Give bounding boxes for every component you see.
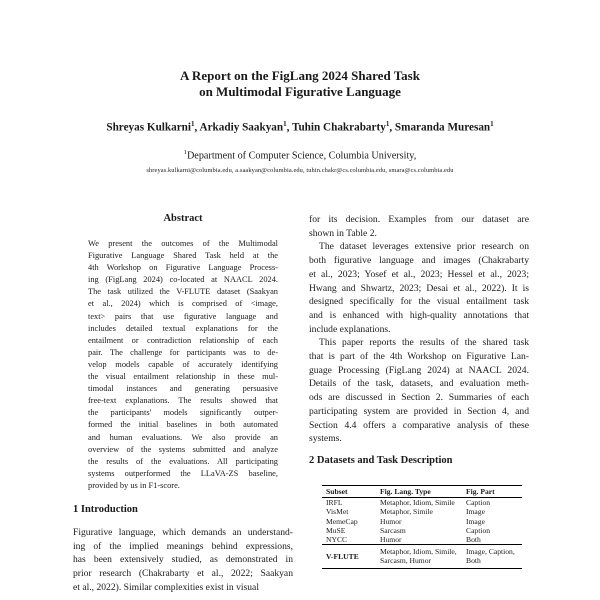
table-cell-part: Both <box>466 535 481 545</box>
intro-line: prior research (Chakrabarty et al., 2022; Saakyan <box>73 568 293 580</box>
section-heading-introduction: 1 Introduction <box>73 504 138 515</box>
body-line: shown in Table 2. <box>309 227 377 239</box>
abstract-line: entailment or contradiction relationship of each <box>88 335 278 345</box>
abstract-line: text> pairs that use figurative language and <box>88 311 278 321</box>
affiliation <box>0 149 600 161</box>
author-list: Shreyas Kulkarni$^1$, Arkadiy Saakyan$^1$, Tuhin Chakrabarty$^1$, Smaranda Muresan$^1$ <box>106 120 494 134</box>
table-cell-part: Image <box>466 516 485 526</box>
table-header-cell: Subset <box>322 486 376 498</box>
table-cell-type: Metaphor, Simile <box>380 507 433 517</box>
table-cell-subset: V-FLUTE <box>322 545 376 568</box>
abstract-line: formed the initial baselines in both automated <box>88 420 278 430</box>
abstract-line: pair. The challenge for participants was to de- <box>88 347 278 357</box>
author-affil-mark: 1 <box>191 120 195 128</box>
body-line: for its decision. Examples from our dataset are <box>309 214 529 225</box>
abstract-line: 4th Workshop on Figurative Language Process- <box>88 263 278 273</box>
section-heading-datasets: 2 Datasets and Task Description <box>309 455 453 466</box>
title-line-1: A Report on the FigLang 2024 Shared Task <box>180 68 420 83</box>
author-affil-mark: 1 <box>385 120 390 128</box>
table-cell-part: Image <box>466 507 485 517</box>
body-line: Hwang and Shwartz, 2023; Desai et al., 2022). It is <box>309 282 529 294</box>
table-row <box>322 507 522 516</box>
table-cell-type: Metaphor, Idiom, Simile, Sarcasm, Humor <box>376 545 462 568</box>
body-line: ods are discussed in Section 2. Summaries of each <box>309 392 529 404</box>
abstract-line: and human evaluations. We also provide an <box>88 432 278 442</box>
abstract-line: ing (FigLang 2024) co-located at NAACL 2024. <box>88 275 278 285</box>
table-header-cell: Fig. Lang. Type <box>376 486 462 498</box>
intro-line: has been extensively studied, as demonstrated in <box>73 554 293 566</box>
table-cell-subset: MuSE <box>326 525 346 535</box>
table-body <box>322 498 522 568</box>
author-affil-mark: 1 <box>490 120 494 128</box>
body-line: and is enhanced with high-quality annotations that <box>309 309 529 321</box>
abstract-line: velop models capable of accurately identifying <box>88 359 278 369</box>
author-affil-mark: 1 <box>283 120 287 128</box>
body-line: guage Processing (FigLang 2024) at NAACL 2024. <box>309 364 529 376</box>
table-row <box>322 526 522 535</box>
abstract-line: includes detailed textual explanations for the <box>88 323 278 333</box>
table-cell-type: Sarcasm <box>380 525 406 535</box>
body-line: participating system are provided in Section 4, and <box>309 405 529 417</box>
abstract-line: The task utilized the V-FLUTE dataset (Saakyan <box>88 287 278 297</box>
body-line: both figurative language and images (Chakrabarty <box>309 255 529 267</box>
author-name: Smaranda Muresan <box>394 121 491 134</box>
dataset-table <box>322 485 522 569</box>
table-cell-subset: NYCC <box>326 535 348 545</box>
intro-line: et al., 2022). Similar complexities exist in visual <box>73 581 259 593</box>
abstract-line: Figurative Language Shared Task held at the <box>88 251 278 261</box>
author-name: Arkadiy Saakyan <box>199 121 284 134</box>
table-cell-subset: IRFL <box>326 498 343 508</box>
author-name: Shreyas Kulkarni <box>106 121 192 134</box>
body-line: include explanations. <box>309 323 391 335</box>
table-cell-type: Metaphor, Idiom, Simile <box>380 498 455 508</box>
author-name: Tuhin Chakrabarty <box>292 121 386 134</box>
table-cell-part: Caption <box>466 498 491 508</box>
body-line: designed specifically for the visual entailment task <box>309 296 529 308</box>
table-row <box>322 545 522 568</box>
abstract-line: free-text explanations. The results showed that <box>88 396 278 406</box>
body-line: systems. <box>309 433 342 445</box>
table-cell-type: Humor <box>380 535 402 545</box>
abstract-line: the participants' models significantly outper- <box>88 408 278 418</box>
body-line: Details of the task, datasets, and evaluation meth- <box>309 378 529 390</box>
table-header-cell: Fig. Part <box>462 486 522 498</box>
affiliation-mark: 1 <box>183 149 187 156</box>
body-line: This paper reports the results of the shared task <box>319 337 529 349</box>
table-cell-type: Humor <box>380 516 402 526</box>
abstract-heading: Abstract <box>163 213 203 224</box>
abstract-line: timodal instances and generating persuasive <box>88 384 278 394</box>
author-emails: shreyas.kulkarni@columbia.edu, a.saakyan@columbia.edu, tuhin.chakr@cs.columbia.edu, smara@cs.columbia.edu <box>146 167 454 174</box>
table-cell-subset: MemeCap <box>326 516 358 526</box>
right-column-body <box>309 213 529 446</box>
abstract-line: systems outperformed the LLaVA-ZS baseline, <box>88 468 278 478</box>
body-line: The dataset leverages extensive prior research on <box>319 241 529 253</box>
abstract-line: et al., 2024) which is comprised of <image, <box>88 299 278 309</box>
table-cell-subset: VisMet <box>326 507 349 517</box>
table-row <box>322 535 522 545</box>
paper-title <box>0 68 600 100</box>
body-line: et al., 2023; Yosef et al., 2023; Hessel et al., 2023; <box>309 268 529 280</box>
abstract-line: the results of the evaluations. All participating <box>88 456 278 466</box>
abstract-line: provided by us in F1-score. <box>88 480 180 490</box>
table-cell-part: Caption <box>466 525 491 535</box>
abstract-line: the visual entailment relationship in these mul- <box>88 372 278 382</box>
table-header-row <box>322 486 522 498</box>
abstract-body <box>88 238 278 492</box>
intro-line: Figurative language, which demands an understand- <box>73 527 293 538</box>
abstract-line: We present the outcomes of the Multimodal <box>88 239 278 248</box>
intro-line: ing of the implied meanings behind expressions, <box>73 540 293 552</box>
body-line: that is part of the 4th Workshop on Figurative Lan- <box>309 351 529 363</box>
title-line-2: on Multimodal Figurative Language <box>199 84 401 99</box>
introduction-body <box>73 526 293 595</box>
table-row <box>322 517 522 526</box>
abstract-line: overview of the systems submitted and analyze <box>88 444 278 454</box>
affiliation-text: Department of Computer Science, Columbia University, <box>186 150 417 162</box>
table-row <box>322 498 522 508</box>
table-cell-part: Image, Caption, Both <box>462 545 522 568</box>
body-line: Section 4.4 offers a comparative analysis of these <box>309 419 529 431</box>
